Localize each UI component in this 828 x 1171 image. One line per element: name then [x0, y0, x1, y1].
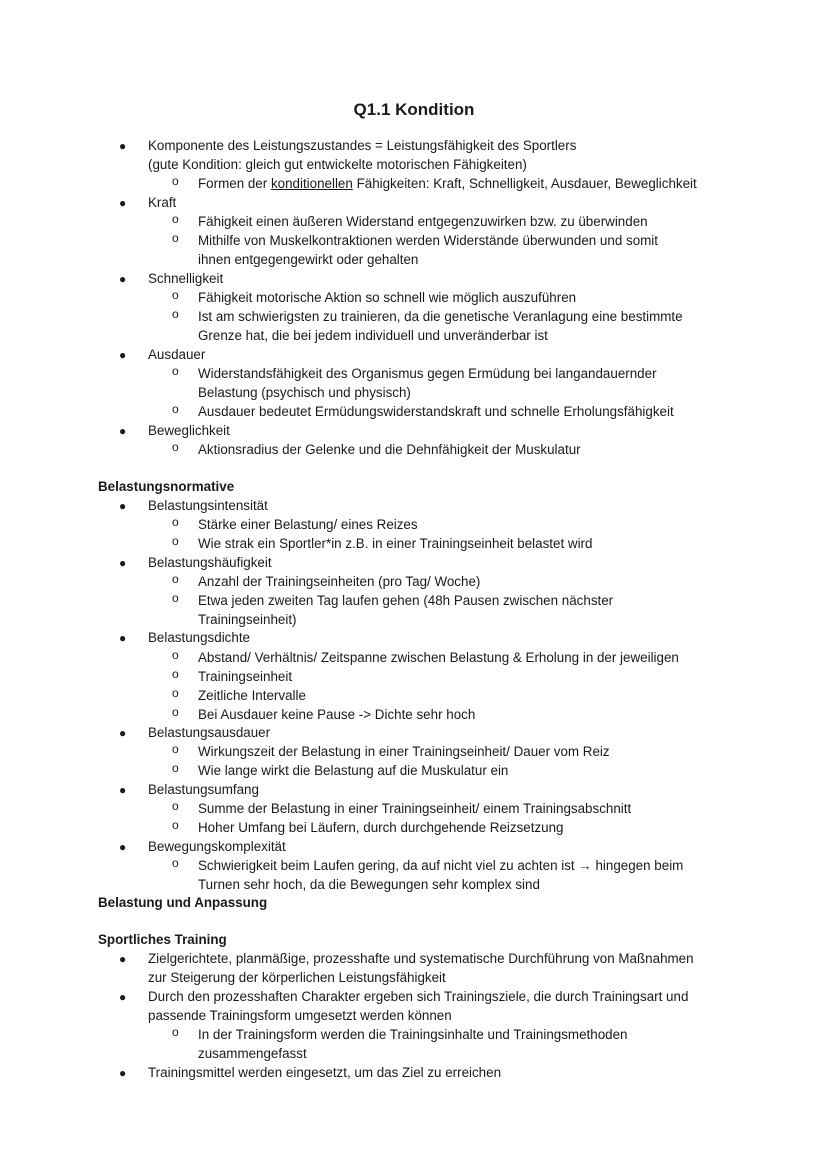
text-line: Zielgerichtete, planmäßige, prozesshafte und systematische Durchführung von Maßnahmen [148, 951, 694, 966]
bullet-dot-icon: ● [119, 1066, 127, 1080]
text-line: Fähigkeit motorische Aktion so schnell wie möglich auszuführen [198, 290, 577, 305]
bullet-dot-icon: ● [119, 952, 127, 966]
list-item-ausdauer: Ausdauer [148, 347, 206, 362]
bullet-circle-icon: o [172, 742, 179, 756]
bullet-circle-icon: o [172, 440, 179, 454]
bullet-dot-icon: ● [119, 196, 127, 210]
section-heading-belastungsnormative: Belastungsnormative [98, 479, 235, 494]
text-line: Stärke einer Belastung/ eines Reizes [198, 517, 418, 532]
bullet-circle-icon: o [172, 212, 179, 226]
bullet-circle-icon: o [172, 705, 179, 719]
text-line: Fähigkeit einen äußeren Widerstand entgegenzuwirken bzw. zu überwinden [198, 214, 648, 229]
text-line: Durch den prozesshaften Charakter ergeben sich Trainingsziele, die durch Trainingsart und [148, 989, 689, 1004]
list-item-intensitaet: Belastungsintensität [148, 498, 268, 513]
bullet-circle-icon: o [172, 799, 179, 813]
bullet-circle-icon: o [172, 534, 179, 548]
text-line: Wirkungszeit der Belastung in einer Trainingseinheit/ Dauer vom Reiz [198, 744, 610, 759]
underlined-word: konditionellen [270, 176, 353, 191]
section-heading-anpassung: Belastung und Anpassung [98, 895, 268, 910]
text-line: Ist am schwierigsten zu trainieren, da die genetische Veranlagung eine bestimmte [198, 309, 683, 324]
text-line: Ausdauer bedeutet Ermüdungswiderstandskraft und schnelle Erholungsfähigkeit [198, 404, 674, 419]
bullet-circle-icon: o [172, 591, 179, 605]
text-line: Etwa jeden zweiten Tag laufen gehen (48h Pausen zwischen nächster [198, 593, 614, 608]
bullet-circle-icon: o [172, 307, 179, 321]
text-line: Abstand/ Verhältnis/ Zeitspanne zwischen Belastung & Erholung in der jeweiligen [198, 650, 679, 665]
bullet-circle-icon: o [172, 1025, 179, 1039]
bullet-dot-icon: ● [119, 424, 127, 438]
bullet-dot-icon: ● [119, 272, 127, 286]
bullet-circle-icon: o [172, 174, 179, 188]
bullet-circle-icon: o [172, 686, 179, 700]
bullet-circle-icon: o [172, 856, 179, 870]
list-item-komplexitaet: Bewegungskomplexität [148, 839, 286, 854]
text-line: (gute Kondition: gleich gut entwickelte motorischen Fähigkeiten) [148, 157, 527, 172]
bullet-circle-icon: o [172, 231, 179, 245]
bullet-dot-icon: ● [119, 990, 127, 1004]
text-line: Widerstandsfähigkeit des Organismus gegen Ermüdung bei langandauernder [198, 366, 657, 381]
text-line: Anzahl der Trainingseinheiten (pro Tag/ Woche) [198, 574, 481, 589]
text-line: Grenze hat, die bei jedem individuell und unveränderbar ist [198, 328, 548, 343]
bullet-dot-icon: ● [119, 840, 127, 854]
text-line: Bei Ausdauer keine Pause -> Dichte sehr hoch [198, 707, 476, 722]
text-line: Trainingseinheit) [198, 612, 297, 627]
list-item-beweglichkeit: Beweglichkeit [148, 423, 230, 438]
list-item-kraft: Kraft [148, 195, 177, 210]
page-title: Q1.1 Kondition [353, 100, 475, 119]
text-line: Zeitliche Intervalle [198, 688, 306, 703]
list-item-umfang: Belastungsumfang [148, 782, 259, 797]
bullet-circle-icon: o [172, 648, 179, 662]
text-line: Wie lange wirkt die Belastung auf die Muskulatur ein [198, 763, 509, 778]
bullet-circle-icon: o [172, 364, 179, 378]
bullet-circle-icon: o [172, 761, 179, 775]
text-line: Trainingseinheit [198, 669, 293, 684]
text-line: passende Trainingsform umgesetzt werden können [148, 1008, 452, 1023]
text-line: zur Steigerung der körperlichen Leistungsfähigkeit [148, 970, 446, 985]
bullet-dot-icon: ● [119, 139, 127, 153]
bullet-circle-icon: o [172, 515, 179, 529]
bullet-dot-icon: ● [119, 499, 127, 513]
bullet-dot-icon: ● [119, 783, 127, 797]
text-line: Mithilfe von Muskelkontraktionen werden Widerstände überwunden und somit [198, 233, 658, 248]
text-line [198, 174, 697, 193]
bullet-dot-icon: ● [119, 556, 127, 570]
list-item-ausdauer-belastung: Belastungsausdauer [148, 725, 271, 740]
text-line: Summe der Belastung in einer Trainingseinheit/ einem Trainingsabschnitt [198, 801, 632, 816]
text-span: Fähigkeiten: Kraft, Schnelligkeit, Ausdauer, Beweglichkeit [352, 176, 697, 191]
text-line: ihnen entgegengewirkt oder gehalten [198, 252, 419, 267]
list-item-haeufigkeit: Belastungshäufigkeit [148, 555, 272, 570]
text-line: Trainingsmittel werden eingesetzt, um das Ziel zu erreichen [148, 1065, 502, 1080]
text-line: Aktionsradius der Gelenke und die Dehnfähigkeit der Muskulatur [198, 442, 581, 457]
text-line: Belastung (psychisch und physisch) [198, 385, 411, 400]
list-item-dichte: Belastungsdichte [148, 630, 250, 645]
text-line: Turnen sehr hoch, da die Bewegungen sehr komplex sind [198, 877, 540, 892]
text-line: Hoher Umfang bei Läufern, durch durchgehende Reizsetzung [198, 820, 564, 835]
section-heading-training: Sportliches Training [98, 932, 227, 947]
bullet-dot-icon: ● [119, 726, 127, 740]
text-line: Wie strak ein Sportler*in z.B. in einer Trainingseinheit belastet wird [198, 536, 593, 551]
bullet-dot-icon: ● [119, 348, 127, 362]
bullet-dot-icon: ● [119, 631, 127, 645]
bullet-circle-icon: o [172, 667, 179, 681]
bullet-circle-icon: o [172, 572, 179, 586]
bullet-circle-icon: o [172, 402, 179, 416]
text-line: In der Trainingsform werden die Trainingsinhalte und Trainingsmethoden [198, 1027, 628, 1042]
bullet-circle-icon: o [172, 818, 179, 832]
text-line: Komponente des Leistungszustandes = Leistungsfähigkeit des Sportlers [148, 138, 577, 153]
bullet-circle-icon: o [172, 288, 179, 302]
list-item-schnelligkeit: Schnelligkeit [148, 271, 224, 286]
text-line: Schwierigkeit beim Laufen gering, da auf nicht viel zu achten ist → hingegen beim [198, 858, 684, 873]
text-line: zusammengefasst [198, 1046, 307, 1061]
text-span: Formen der [198, 176, 271, 191]
